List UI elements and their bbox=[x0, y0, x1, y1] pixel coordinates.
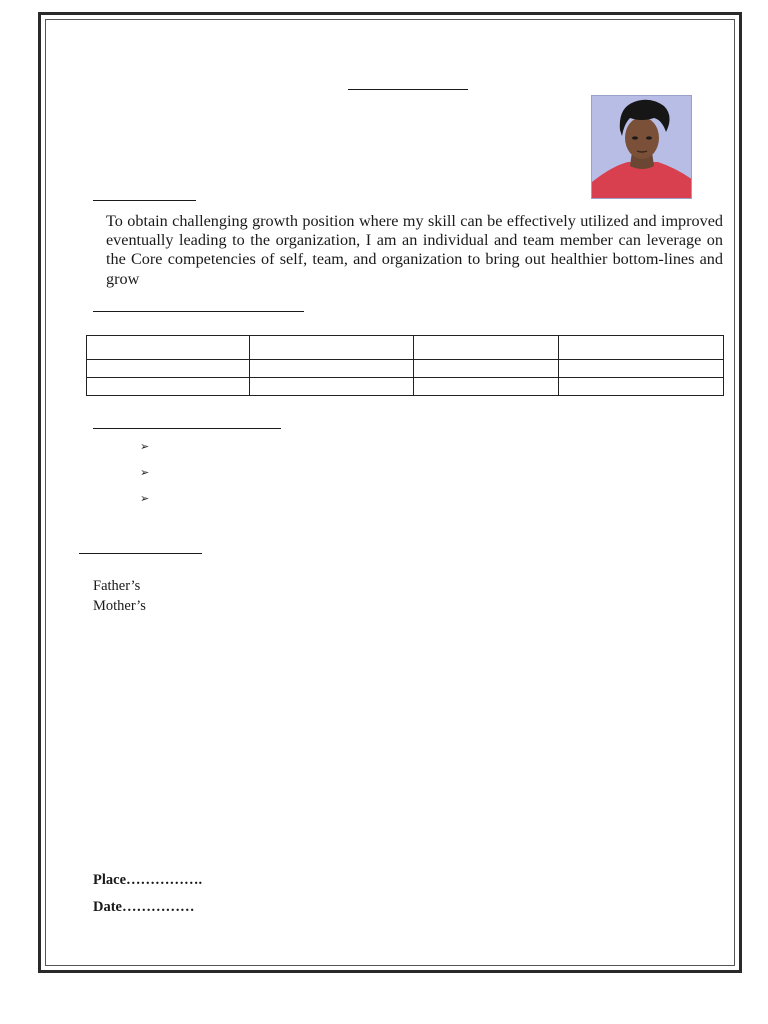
father-label: Father’s bbox=[93, 578, 141, 594]
table-cell bbox=[87, 378, 250, 396]
qualification-heading-rule bbox=[93, 311, 304, 312]
personal-details bbox=[93, 576, 146, 616]
qualification-table bbox=[86, 335, 724, 396]
list-item bbox=[140, 440, 149, 466]
table-cell bbox=[414, 378, 559, 396]
personal-heading-rule bbox=[79, 553, 202, 554]
list-item bbox=[140, 492, 149, 518]
table-cell bbox=[250, 378, 414, 396]
name-heading-rule bbox=[348, 89, 468, 90]
profile-photo bbox=[591, 95, 692, 199]
objective-text: To obtain challenging growth position where my skill can be effectively utilized and improved eventually leading to the organization, I am an individual and team member can leverage on the Core competencies of self, team, and organization to bring out healthier bottom-lines and grow bbox=[106, 212, 723, 288]
table-cell bbox=[559, 378, 724, 396]
table-cell bbox=[250, 336, 414, 360]
table-cell bbox=[559, 336, 724, 360]
table-cell bbox=[414, 360, 559, 378]
table-cell bbox=[87, 336, 250, 360]
table-cell bbox=[87, 360, 250, 378]
table-row bbox=[87, 336, 724, 360]
career-objective bbox=[102, 212, 723, 289]
table-row bbox=[87, 378, 724, 396]
profile-photo-image bbox=[592, 96, 692, 199]
table-row bbox=[87, 360, 724, 378]
objective-heading-rule bbox=[93, 200, 196, 201]
table-cell bbox=[414, 336, 559, 360]
place-field: Place……………. bbox=[93, 872, 203, 888]
arrow-bullet-icon: ➢ bbox=[140, 441, 150, 453]
date-field: Date…………… bbox=[93, 899, 195, 915]
table-cell bbox=[250, 360, 414, 378]
skills-list bbox=[140, 440, 149, 518]
list-item bbox=[140, 466, 149, 492]
mother-label: Mother’s bbox=[93, 598, 146, 614]
skills-heading-rule bbox=[93, 428, 281, 429]
table-cell bbox=[559, 360, 724, 378]
arrow-bullet-icon: ➢ bbox=[140, 493, 150, 505]
arrow-bullet-icon: ➢ bbox=[140, 467, 150, 479]
